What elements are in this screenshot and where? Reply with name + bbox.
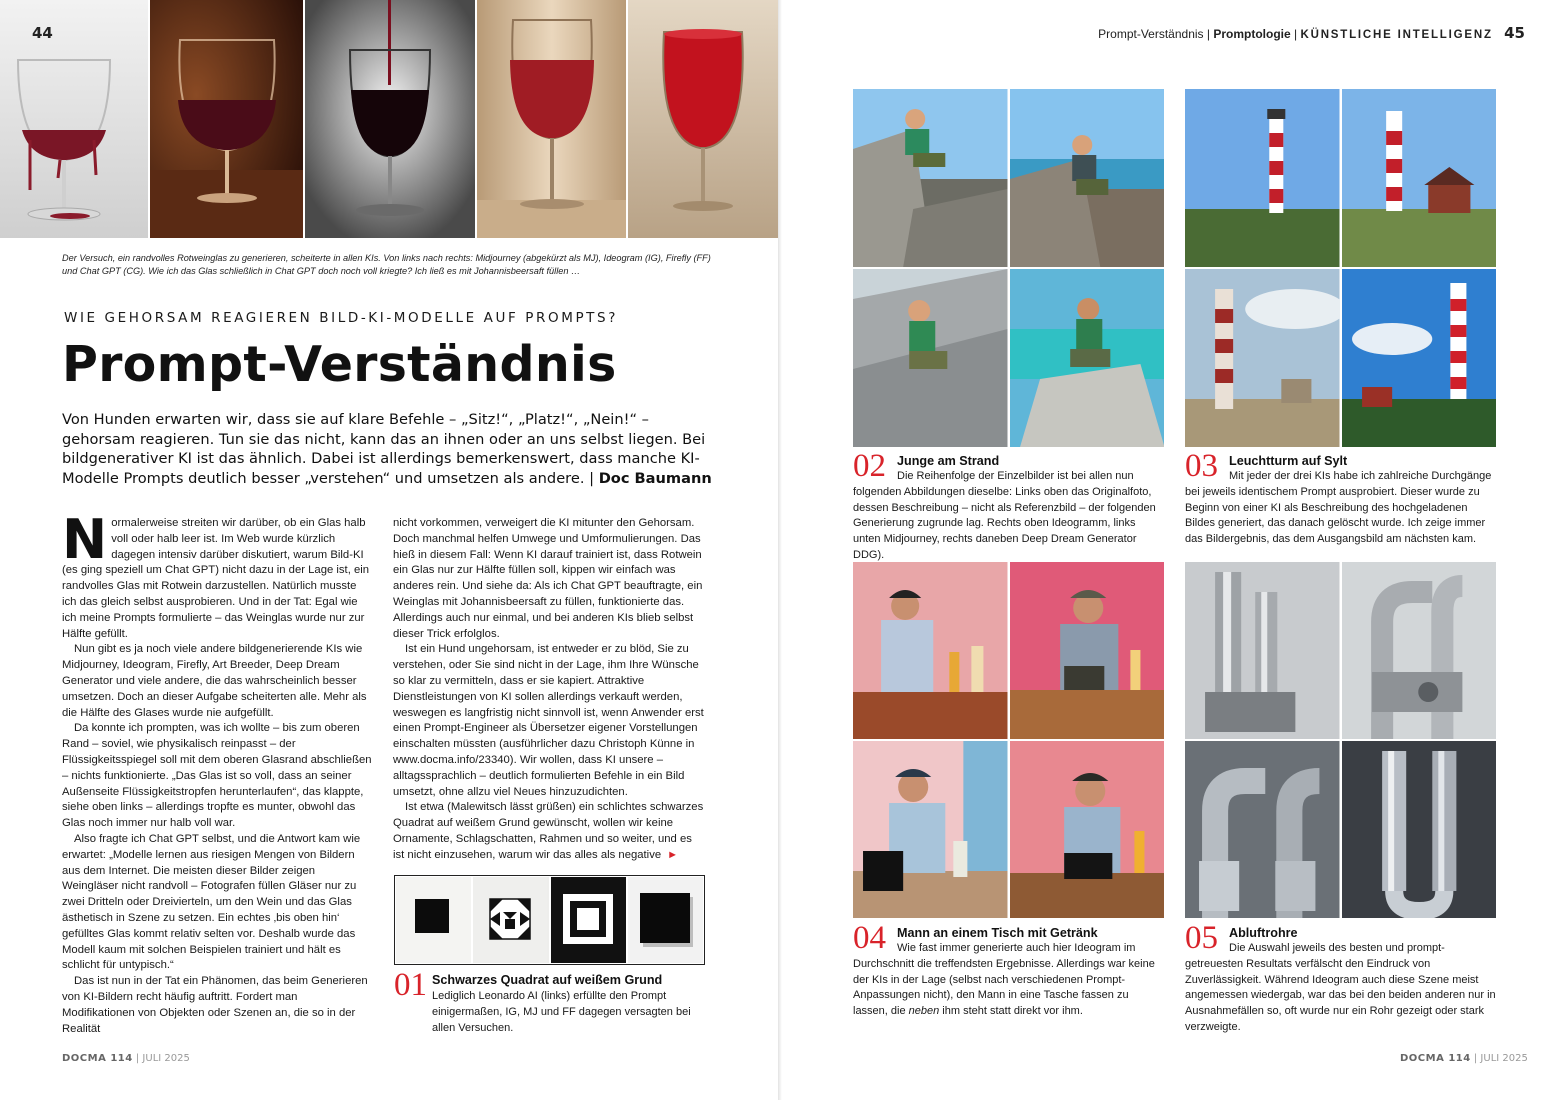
wine-glass-image-midjourney bbox=[0, 0, 148, 238]
lead-text: Von Hunden erwarten wir, dass sie auf klare Befehle – „Sitz!“, „Platz!“, „Nein!“ – gehorsam reagieren. Tun sie das nicht, kann das an ihnen oder an uns selbst liegen. Bei bildgenerativer KI ist das ähnlich. Dabei ist allerdings bemerkenswert, dass manche KI-Modelle Prompts deutlich besser „verstehen“ und umsetzen als andere. bbox=[62, 411, 706, 487]
figure-caption-01 bbox=[394, 967, 706, 1034]
figure-number: 03 bbox=[1185, 448, 1218, 484]
wine-glass-image-strip bbox=[0, 0, 778, 238]
pipes-image-original bbox=[1185, 562, 1340, 739]
figure-title: Mann an einem Tisch mit Getränk bbox=[897, 926, 1098, 940]
image-caption: Der Versuch, ein randvolles Rotweinglas zu generieren, scheiterte in allen KIs. Von links nach rechts: Midjourney (abgekürzt als MJ), Ideogram (IG), Firefly (FF) und Chat GPT (CG). Wie ich das Glas schließlich in Chat GPT doch noch voll kriegte? Ich ließ es mit Johannisbeersaft füllen … bbox=[62, 253, 711, 276]
article-lead bbox=[62, 410, 717, 488]
black-square-image-midjourney bbox=[551, 877, 626, 963]
figure-title: Schwarzes Quadrat auf weißem Grund bbox=[432, 973, 663, 987]
body-paragraph: Da konnte ich prompten, was ich wollte – bis zum oberen Rand – soviel, wie physikalisch reinpasst – der Flüssigkeitsspiegel soll mit dem oberen Glasrand abschließen – nichts funktionierte. „Das Glas ist so voll, dass an seiner Außenseite Flüssigkeitstropfen herunterlaufen“, das klappte, siehe oben links – allerdings tropfte es munter, obwohl das Glas noch immer nur halb voll war. bbox=[62, 722, 372, 830]
black-square-image-ideogram bbox=[473, 877, 548, 963]
figure-grid-05 bbox=[1185, 562, 1496, 918]
folio-left: DOCMA 114 | JULI 2025 bbox=[62, 1053, 190, 1064]
figure-text: Wie fast immer generierte auch hier Ideogram im Durchschnitt die treffendsten Ergebnisse. Allerdings war keine der KIs in der Lage (selbst nach verschiedenen Prompt-Anpassungen nicht), den Mann in eine Tasche fassen zu lassen, die neben ihm steht statt direkt vor ihm. bbox=[853, 942, 1155, 1018]
figure-caption-03 bbox=[1185, 448, 1496, 548]
boy-image-midjourney bbox=[853, 269, 1008, 447]
figure-text: Mit jeder der drei KIs habe ich zahlreiche Durchgänge bei jeweils identischem Prompt ausprobiert. Dieser wurde zu Beginn von einer KI als Beschreibung des hochgeladenen Bildes generiert, das danach gelöscht wurde. Ich zeige immer das Bildergebnis, das dem Ausgangsbild am nächsten kam. bbox=[1185, 470, 1492, 546]
lead-separator: | bbox=[584, 469, 599, 487]
body-paragraph: Nun gibt es ja noch viele andere bildgenerierende KIs wie Midjourney, Ideogram, Firefly, Art Breeder, Deep Dream Generator und viele andere, die das wahrscheinlich besser umsetzen. Doch an dieser Aufgabe scheiterten alle. Mehr als die Hälfte des Glases wurde nie aufgefüllt. bbox=[62, 643, 367, 719]
page-number: 44 bbox=[32, 24, 53, 42]
figure-text: Die Auswahl jeweils des besten und prompt-getreuesten Resultats verfälscht den Eindruck von Zuverlässigkeit. Während Ideogram auch diese Szene meist angemessen wiedergab, war das bei den beiden anderen nur in Ausnahmefällen so, oft wurde nur ein Rohr gezeigt oder stark verzweigte. bbox=[1185, 942, 1496, 1033]
black-square-image-strip bbox=[394, 875, 705, 965]
man-image-ideogram bbox=[1010, 562, 1165, 739]
figure-text: Lediglich Leonardo AI (links) erfüllte den Prompt einigermaßen, IG, MJ und FF dagegen versagten bei allen Versuchen. bbox=[432, 990, 691, 1034]
boy-image-original bbox=[853, 89, 1008, 267]
body-paragraph: Normalerweise streiten wir darüber, ob ein Glas halb voll oder halb leer ist. Im Web wurde kürzlich dagegen intensiv darüber diskutiert, warum Bild-KI (es ging speziell um Chat GPT) nicht dazu in der Lage ist, ein randvolles Glas mit Rotwein darzustellen. Natürlich musste ich das gleich selbst ausprobieren. Und in der Tat: Egal wie ich meine Prompts formulierte – das Weinglas wurde nur zur Hälfte gefüllt. bbox=[62, 508, 370, 640]
boy-image-deep-dream bbox=[1010, 269, 1165, 447]
lighthouse-image-ideogram bbox=[1342, 89, 1497, 267]
figure-number: 05 bbox=[1185, 920, 1218, 956]
body-paragraph: Ist etwa (Malewitsch lässt grüßen) ein schlichtes schwarzes Quadrat auf weißem Grund gewünscht, wollen wir keine Ornamente, Schlagschatten, Rahmen und so weiter, und es ist nicht einzusehen, warum wir das alles als negative ► bbox=[393, 801, 704, 861]
boy-image-ideogram bbox=[1010, 89, 1165, 267]
folio-right: DOCMA 114 | JULI 2025 bbox=[1400, 1053, 1528, 1064]
man-image-deep-dream bbox=[1010, 741, 1165, 918]
figure-caption-05 bbox=[1185, 920, 1496, 1033]
wine-glass-image-firefly bbox=[305, 0, 475, 238]
body-column-1 bbox=[62, 508, 372, 1037]
figure-title: Junge am Strand bbox=[897, 454, 1000, 468]
wine-glass-image-ideogram bbox=[150, 0, 304, 238]
running-head-section: Promptologie bbox=[1213, 27, 1291, 41]
figure-text: Die Reihenfolge der Einzelbilder ist bei allen nun folgenden Abbildungen dieselbe: Links oben das Originalfoto, dessen Beschreibung – nicht als Referenzbild – der folgenden Generierung zugrunde lag. Rechts oben Ideogramm, links unten Midjourney, rechts daneben Deep Dream Generator DDG). bbox=[853, 470, 1156, 561]
body-column-2 bbox=[393, 516, 705, 864]
man-image-midjourney bbox=[853, 741, 1008, 918]
figure-title: Leuchtturm auf Sylt bbox=[1229, 454, 1348, 468]
figure-number: 04 bbox=[853, 920, 886, 956]
body-paragraph: Ist ein Hund ungehorsam, ist entweder er zu blöd, Sie zu verstehen, oder Sie sind nicht in der Lage, ihm Ihre Wünsche so klar zu vermitteln, dass er sie kapiert. Attraktive Dienstleistungen von KI sollen allerdings verkauft werden, weswegen es langfristig nicht sinnvoll ist, wenn Anwender erst einen Prompt-Engineer als Übersetzer eigener Vorstellungen einschalten müssten (ausführlicher dazu Christoph Künne in www.docma.info/23340). Wir wollen, dass KI unsere – alltagssprachlich – deutlich formulierten Befehle in ein Bild umsetzt, ohne allzu viel Neues hinzuzudichten. bbox=[393, 643, 704, 798]
black-square-image-firefly bbox=[628, 877, 703, 963]
article-kicker: WIE GEHORSAM REAGIEREN BILD-KI-MODELLE AUF PROMPTS? bbox=[64, 310, 618, 326]
man-image-original bbox=[853, 562, 1008, 739]
article-headline: Prompt-Verständnis bbox=[62, 336, 617, 393]
figure-number: 01 bbox=[394, 967, 427, 1003]
figure-grid-03 bbox=[1185, 89, 1496, 447]
running-head-topic: Prompt-Verständnis bbox=[1098, 27, 1204, 41]
lighthouse-image-deep-dream bbox=[1342, 269, 1497, 447]
wine-glass-image-chatgpt bbox=[477, 0, 627, 238]
author-name: Doc Baumann bbox=[598, 469, 712, 487]
figure-title: Abluftrohre bbox=[1229, 926, 1298, 940]
running-head-category: KÜNSTLICHE INTELLIGENZ bbox=[1300, 29, 1493, 41]
lighthouse-image-midjourney bbox=[1185, 269, 1340, 447]
lighthouse-image-original bbox=[1185, 89, 1340, 267]
body-paragraph: Das ist nun in der Tat ein Phänomen, das beim Generieren von KI-Bildern recht häufig auftritt. Fordert man Modifikationen von Objekten oder Szenen an, die so in der Realität bbox=[62, 975, 368, 1035]
pipes-image-ideogram bbox=[1342, 562, 1497, 739]
figure-grid-02 bbox=[853, 89, 1164, 447]
figure-grid-04 bbox=[853, 562, 1164, 918]
body-paragraph: nicht vorkommen, verweigert die KI mitunter den Gehorsam. Doch manchmal helfen Umwege und Umformulierungen. Das hieß in diesem Fall: Wenn KI darauf trainiert ist, dass Rotwein ein Glas nur zur Hälfte füllen soll, kippen wir einfach was anderes rein. Und siehe da: Als ich Chat GPT beauftragte, ein Weinglas mit Johannisbeersaft zu füllen, funktionierte das. Allerdings auch nur einmal, und bei anderen KIs blieb selbst dieser Trick erfolglos. bbox=[393, 517, 703, 640]
running-head: Prompt-Verständnis | Promptologie | KÜNSTLICHE INTELLIGENZ 45 bbox=[1098, 24, 1525, 42]
black-square-image-leonardo bbox=[396, 877, 471, 963]
body-paragraph: Also fragte ich Chat GPT selbst, und die Antwort kam wie erwartet: „Modelle lernen aus riesigen Mengen von Bildern aus dem Internet. Die meisten dieser Bilder zeigen Weingläser nicht randvoll – Fotografen füllen Gläser nur zu zwei Dritteln oder Dreivierteln, um den Wein und das Glas ästhetisch in Szene zu setzen. Ein echtes ‚bis oben hin‘ gefülltes Glas kommt relativ selten vor. Deshalb wurde das Modell kaum mit solchen Beispielen trainiert und hält es schlicht für untypisch.“ bbox=[62, 832, 361, 972]
figure-number: 02 bbox=[853, 448, 886, 484]
wine-glass-image-chatgpt-juice bbox=[628, 0, 778, 238]
figure-caption-04 bbox=[853, 920, 1164, 1020]
right-page bbox=[782, 0, 1555, 1100]
figure-caption-02 bbox=[853, 448, 1164, 561]
continue-arrow-icon: ► bbox=[667, 848, 679, 861]
drop-cap: N bbox=[62, 508, 108, 571]
pipes-image-midjourney bbox=[1185, 741, 1340, 918]
pipes-image-deep-dream bbox=[1342, 741, 1497, 918]
page-number: 45 bbox=[1504, 24, 1525, 42]
